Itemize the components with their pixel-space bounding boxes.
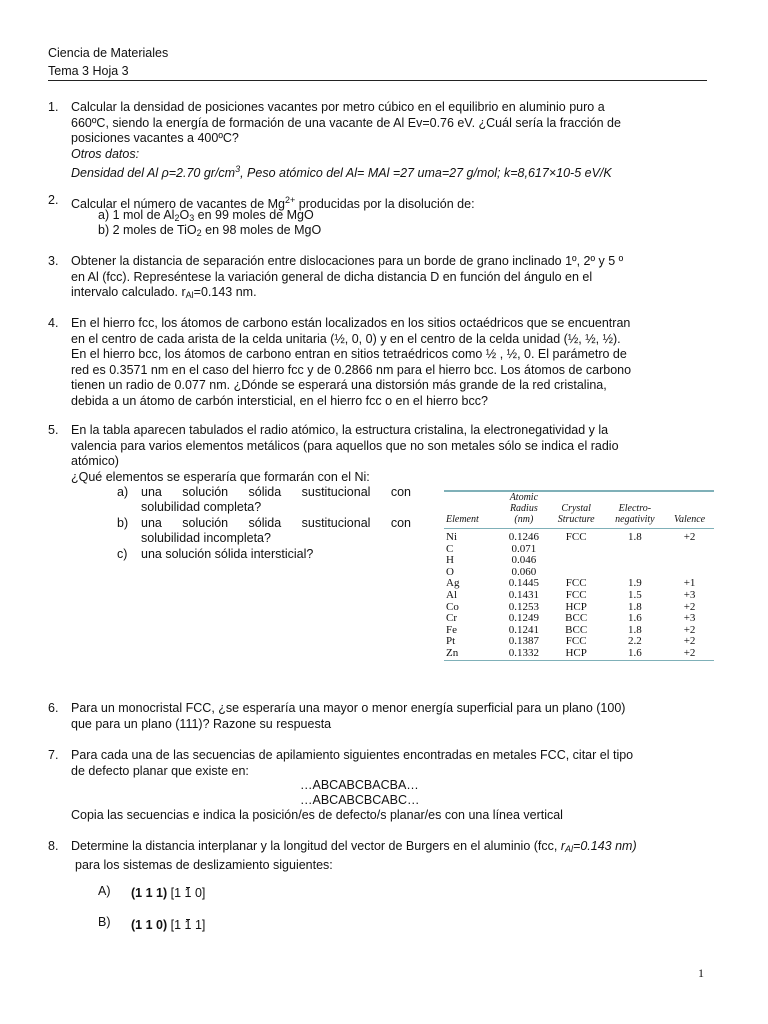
table-cell: 0.1387	[508, 635, 539, 648]
q7-instruction: Copia las secuencias e indica la posición/es de defecto/s planar/es con una línea vertical	[71, 808, 563, 822]
table-cell: 0.1246	[508, 531, 539, 543]
table-cell	[548, 555, 605, 567]
q4-line: en el centro de cada arista de la celda unitaria (½, 0, 0) y en el centro de la celda unidad (½, ½, ½).	[71, 331, 621, 346]
table-cell: +2	[683, 531, 696, 543]
table-cell	[665, 555, 714, 567]
table-row	[444, 648, 714, 660]
q2-item-b: b) 2 moles de TiO$_2$ en 98 moles de MgO	[98, 223, 322, 238]
q4-line: En el hierro bcc, los átomos de carbono entran en sitios tetraédricos como ½ , ½, 0. El parámetro de	[71, 347, 627, 361]
table-cell: 1.8	[627, 623, 642, 636]
header-valence: Valence	[665, 492, 714, 529]
table-cell: 0.071	[511, 542, 537, 555]
q7-line: de defecto planar que existe en:	[71, 763, 249, 778]
q3-line: Obtener la distancia de separación entre dislocaciones para un borde de grano inclinado 1º, 2º y 5 º	[71, 254, 624, 268]
q6-line: Para un monocristal FCC, ¿se esperaría una mayor o menor energía superficial para un plano (100)	[71, 701, 626, 715]
table-cell: 0.1332	[508, 646, 539, 659]
table-cell	[548, 544, 605, 556]
table-cell: 0.1445	[508, 577, 539, 590]
table-cell: 1.8	[627, 600, 642, 613]
table-cell: 1.8	[627, 531, 642, 543]
table-cell: 0.1253	[508, 600, 539, 613]
q3-line: intervalo calculado. $r_{Al}=0.143$ nm.	[71, 285, 257, 300]
table-cell: 1.6	[627, 612, 642, 625]
q2-item-a: a) 1 mol de $Al_2O_3$ en 99 moles de MgO	[98, 208, 314, 223]
table-cell: FCC	[565, 577, 587, 590]
q7-sequence-1: …ABCABCBACBA…	[300, 778, 419, 792]
table-cell: +2	[683, 646, 696, 659]
table-cell: 0.046	[511, 554, 537, 567]
table-cell: HCP	[565, 600, 587, 613]
table-cell: Pt	[446, 635, 456, 648]
q1-line: 660ºC, siendo la energía de formación de una vacante de Al Ev=0.76 eV. ¿Cuál sería la fracción de	[71, 115, 621, 130]
table-cell: FCC	[565, 635, 587, 648]
header-element: Element	[444, 492, 500, 529]
q3-number: 3.	[48, 254, 59, 268]
element-table	[444, 490, 714, 661]
table-cell: +1	[683, 577, 696, 590]
q5-line: ¿Qué elementos se esperaría que formarán con el Ni:	[71, 469, 370, 484]
slip-system-a-label: A)	[98, 884, 111, 898]
q5-line: valencia para varios elementos metálicos (para aquellos que no son metales sólo se indica el radio	[71, 438, 619, 453]
table-cell: 0.1431	[508, 588, 539, 601]
table-cell: HCP	[565, 646, 587, 659]
q4-number: 4.	[48, 316, 59, 330]
q7-line: Para cada una de las secuencias de apilamiento siguientes encontradas en metales FCC, citar el tipo	[71, 748, 634, 762]
header-atomic-radius: Atomic Radius (nm)	[500, 492, 548, 529]
question-6	[71, 701, 717, 732]
table-cell: FCC	[565, 588, 587, 601]
table-cell	[605, 555, 666, 567]
slip-system-b: (1 1 0) [1 1 1]	[131, 918, 206, 932]
header-electronegativity: Electro- negativity	[605, 492, 666, 529]
q1-other-data: Densidad del Al ρ=2.70 $gr/cm^3$, Peso atómico del Al= MAl =27 uma=27 g/mol; k=8,617×10-5 eV/K	[71, 164, 612, 180]
q8-line: para los sistemas de deslizamiento siguientes:	[75, 857, 333, 872]
question-7	[71, 748, 717, 779]
table-row	[444, 590, 714, 602]
q6-line: que para un plano (111)? Razone su respuesta	[71, 716, 332, 731]
q5-item-b: una solución sólida sustitucional con	[141, 516, 411, 530]
table-cell: Zn	[446, 646, 459, 659]
table-cell: Cr	[446, 612, 457, 625]
table-row	[444, 555, 714, 567]
q7-number: 7.	[48, 748, 59, 762]
q5-number: 5.	[48, 423, 59, 437]
q4-line: red es 0.3571 nm en el caso del hierro fcc y de 0.2866 nm para el hierro bcc. Los átomos de carbono	[71, 362, 632, 377]
table-row	[444, 544, 714, 556]
table-row	[444, 529, 714, 544]
q4-line: debida a un átomo de carbón intersticial, en el hierro fcc o en el hierro bcc?	[71, 393, 488, 408]
table-cell: Co	[446, 600, 459, 613]
q5-item-b-label: b)	[117, 516, 129, 530]
question-3	[71, 254, 717, 304]
q8-number: 8.	[48, 839, 59, 853]
q6-number: 6.	[48, 701, 59, 715]
q1-other-data-label: Otros datos:	[71, 146, 140, 161]
table-cell	[605, 544, 666, 556]
question-1	[71, 100, 717, 182]
question-5	[71, 423, 717, 485]
q2-number: 2.	[48, 193, 59, 207]
question-8	[71, 839, 717, 873]
table-cell: BCC	[565, 612, 588, 625]
table-cell: 1.9	[627, 577, 642, 590]
table-cell: FCC	[565, 531, 587, 543]
table-cell: 1.5	[627, 588, 642, 601]
q5-line: En la tabla aparecen tabulados el radio atómico, la estructura cristalina, la electronegatividad y la	[71, 423, 609, 437]
q1-line: Calcular la densidad de posiciones vacantes por metro cúbico en el equilibrio en aluminio puro a	[71, 100, 605, 114]
q5-item-a: una solución sólida sustitucional con	[141, 485, 411, 499]
question-4	[71, 316, 717, 409]
table-cell: BCC	[565, 623, 588, 636]
slip-system-b-label: B)	[98, 915, 111, 929]
table-cell: 0.1241	[508, 623, 539, 636]
table-cell: 0.060	[511, 565, 537, 578]
table-cell: 0.1249	[508, 612, 539, 625]
course-title: Ciencia de Materiales	[48, 46, 169, 60]
q5-item-c-label: c)	[117, 547, 128, 561]
table-cell: 2.2	[627, 635, 642, 648]
table-cell: Al	[446, 588, 457, 601]
sheet-title: Tema 3 Hoja 3	[48, 64, 129, 78]
table-cell: +2	[683, 600, 696, 613]
q4-line: tienen un radio de 0.077 nm. ¿Dónde se esperará una distorsión más grande de la red cristalina,	[71, 378, 607, 392]
q3-line: en Al (fcc). Represéntese la variación general de dicha distancia D en función del ángulo en el	[71, 269, 593, 284]
table-cell: Ag	[446, 577, 460, 590]
q5-item-a-label: a)	[117, 485, 129, 499]
q8-line: Determine la distancia interplanar y la longitud del vector de Burgers en el aluminio (fcc, $r_{Al}=0.143$ nm)	[71, 839, 637, 854]
header-crystal-structure: Crystal Structure	[548, 492, 605, 529]
table-cell: +3	[683, 588, 696, 601]
q5-item-b-cont: solubilidad incompleta?	[141, 531, 271, 545]
table-cell: C	[446, 542, 454, 555]
q7-sequence-2: …ABCABCBCABC…	[300, 793, 420, 807]
header-rule	[48, 80, 707, 81]
table-cell: O	[446, 565, 454, 578]
table-cell	[665, 544, 714, 556]
table-cell: Ni	[446, 531, 457, 543]
q1-number: 1.	[48, 100, 59, 114]
table-cell: Fe	[446, 623, 457, 636]
slip-system-a: (1 1 1) [1 1 0]	[131, 886, 206, 900]
q4-line: En el hierro fcc, los átomos de carbono están localizados en los sitios octaédricos que se encuentran	[71, 316, 631, 330]
q5-item-a-cont: solubilidad completa?	[141, 500, 262, 514]
table-row	[444, 613, 714, 625]
q5-line: atómico)	[71, 454, 119, 468]
q2-line: Calcular el número de vacantes de $Mg^{2+}$ producidas por la disolución de:	[71, 195, 475, 211]
page-number: 1	[698, 966, 704, 980]
table-cell: H	[446, 554, 454, 567]
table-cell: +3	[683, 612, 696, 625]
q5-item-c: una solución sólida intersticial?	[141, 547, 314, 561]
q1-line: posiciones vacantes a 400ºC?	[71, 131, 239, 145]
table-cell: 1.6	[627, 646, 642, 659]
table-cell: +2	[683, 635, 696, 648]
table-cell: +2	[683, 623, 696, 636]
